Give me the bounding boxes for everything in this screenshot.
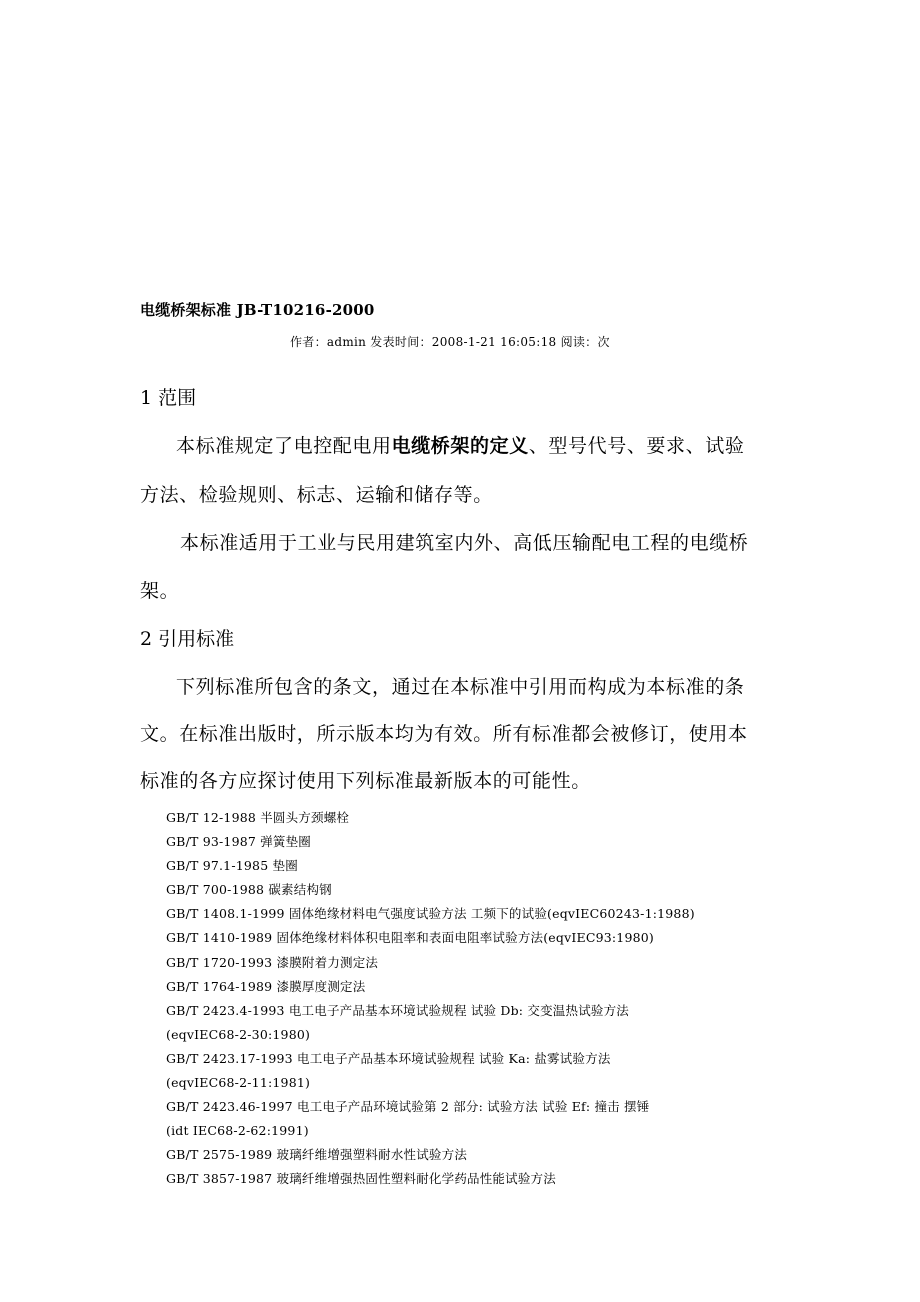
references-paragraph-line-1: 下列标准所包含的条文，通过在本标准中引用而构成为本标准的条	[176, 676, 745, 698]
document-meta: 作者：admin 发表时间：2008-1-21 16:05:18 阅读：次	[290, 335, 610, 349]
list-item: GB/T 2423.46-1997 电工电子产品环境试验第 2 部分: 试验方法 试验 Ef: 撞击 摆锤	[166, 1099, 650, 1115]
document-title: 电缆桥架标准 JB-T10216-2000	[140, 301, 375, 319]
section-heading-scope: 1 范围	[140, 387, 197, 409]
list-item: GB/T 700-1988 碳素结构钢	[166, 882, 332, 898]
list-item: GB/T 1408.1-1999 固体绝缘材料电气强度试验方法 工频下的试验(eqvIEC60243-1:1988)	[166, 906, 695, 922]
scope-text: 本标准规定了电控配电用	[176, 435, 392, 457]
list-item: (idt IEC68-2-62:1991)	[166, 1123, 309, 1139]
list-item: (eqvIEC68-2-30:1980)	[166, 1026, 311, 1042]
list-item: GB/T 2423.17-1993 电工电子产品基本环境试验规程 试验 Ka: 盐雾试验方法	[166, 1050, 611, 1066]
reference-list	[166, 806, 695, 1192]
list-item: GB/T 2423.4-1993 电工电子产品基本环境试验规程 试验 Db: 交变温热试验方法	[166, 1002, 629, 1018]
section-heading-references: 2 引用标准	[140, 628, 235, 650]
list-item: GB/T 93-1987 弹簧垫圈	[166, 834, 312, 850]
scope-paragraph-1-line-2: 方法、检验规则、标志、运输和储存等。	[140, 484, 493, 506]
list-item: GB/T 3857-1987 玻璃纤维增强热固性塑料耐化学药品性能试验方法	[166, 1171, 556, 1187]
references-paragraph-line-2: 文。在标准出版时，所示版本均为有效。所有标准都会被修订，使用本	[140, 723, 748, 745]
list-item: GB/T 12-1988 半圆头方颈螺栓	[166, 810, 350, 825]
scope-paragraph-2-line-1: 本标准适用于工业与民用建筑室内外、高低压输配电工程的电缆桥	[180, 532, 749, 554]
list-item: GB/T 2575-1989 玻璃纤维增强塑料耐水性试验方法	[166, 1147, 468, 1163]
scope-emphasis: 电缆桥架的定义	[391, 435, 529, 457]
list-item: GB/T 97.1-1985 垫圈	[166, 858, 298, 874]
scope-paragraph-2-line-2: 架。	[140, 580, 180, 602]
list-item: GB/T 1720-1993 漆膜附着力测定法	[166, 954, 379, 970]
list-item: GB/T 1764-1989 漆膜厚度测定法	[166, 978, 366, 994]
scope-paragraph-1-line-1	[176, 431, 744, 458]
scope-text: 、型号代号、要求、试验	[528, 435, 745, 457]
list-item: (eqvIEC68-2-11:1981)	[166, 1075, 311, 1091]
list-item: GB/T 1410-1989 固体绝缘材料体积电阻率和表面电阻率试验方法(eqvIEC93:1980)	[166, 930, 654, 946]
references-paragraph-line-3: 标准的各方应探讨使用下列标准最新版本的可能性。	[140, 770, 591, 792]
